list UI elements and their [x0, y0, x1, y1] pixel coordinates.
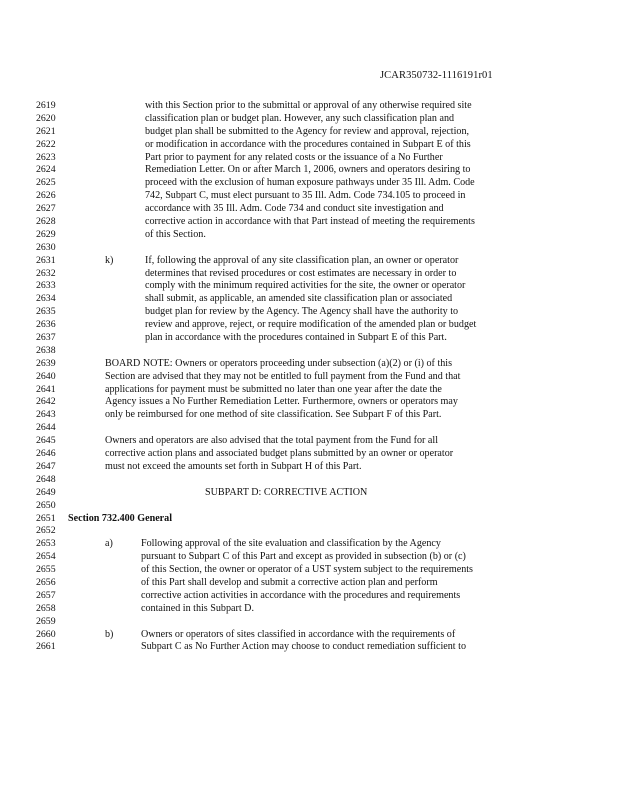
line-text: shall submit, as applicable, an amended site classification plan or associated	[145, 293, 453, 305]
text-line	[0, 152, 618, 165]
text-line	[0, 551, 618, 564]
text-line	[0, 577, 618, 590]
text-line	[0, 190, 618, 203]
line-text: applications for payment must be submitted no later than one year after the date the	[105, 383, 442, 395]
line-text: Owners and operators are also advised that the total payment from the Fund for all	[105, 435, 438, 447]
document-id: JCAR350732-1116191r01	[380, 70, 493, 81]
line-number: 2658	[36, 602, 56, 614]
line-text: contained in this Subpart D.	[141, 602, 254, 614]
line-number: 2654	[36, 551, 56, 563]
text-line	[0, 242, 618, 255]
text-line	[0, 203, 618, 216]
text-line	[0, 448, 618, 461]
line-number: 2634	[36, 293, 56, 305]
text-line	[0, 332, 618, 345]
line-text: corrective action in accordance with that Part instead of meeting the requirements	[145, 216, 475, 228]
line-text: BOARD NOTE: Owners or operators proceeding under subsection (a)(2) or (i) of this	[105, 357, 453, 369]
line-number: 2651	[36, 512, 56, 524]
text-line	[0, 409, 618, 422]
line-number: 2621	[36, 125, 56, 137]
line-number: 2637	[36, 332, 56, 344]
line-number: 2639	[36, 357, 56, 369]
line-number: 2653	[36, 538, 56, 550]
section-heading: Section 732.400 General	[68, 512, 173, 524]
line-text: budget plan for review by the Agency. The Agency shall have the authority to	[145, 306, 459, 318]
line-text: Subpart C as No Further Action may choose to conduct remediation sufficient to	[141, 641, 466, 653]
line-number: 2626	[36, 190, 56, 202]
text-line	[0, 255, 618, 268]
text-line	[0, 113, 618, 126]
line-text: of this Part shall develop and submit a corrective action plan and perform	[141, 576, 438, 588]
text-line	[0, 500, 618, 513]
text-line	[0, 422, 618, 435]
line-number: 2641	[36, 383, 56, 395]
line-number: 2633	[36, 280, 56, 292]
line-number: 2650	[36, 499, 56, 511]
line-text: with this Section prior to the submittal or approval of any otherwise required site	[145, 100, 472, 111]
line-number: 2647	[36, 460, 56, 472]
line-text: proceed with the exclusion of human exposure pathways under 35 Ill. Adm. Code	[145, 177, 475, 189]
text-line	[0, 487, 618, 500]
line-number: 2622	[36, 138, 56, 150]
line-number: 2619	[36, 100, 56, 111]
line-text: classification plan or budget plan. However, any such classification plan and	[145, 112, 455, 124]
text-line	[0, 139, 618, 152]
line-text: Owners or operators of sites classified in accordance with the requirements of	[141, 628, 456, 640]
line-number: 2655	[36, 564, 56, 576]
text-line	[0, 371, 618, 384]
text-line	[0, 474, 618, 487]
line-number: 2652	[36, 525, 56, 537]
line-number: 2620	[36, 112, 56, 124]
text-line	[0, 641, 618, 654]
line-number: 2629	[36, 228, 56, 240]
line-number: 2623	[36, 151, 56, 163]
line-text: plan in accordance with the procedures contained in Subpart E of this Part.	[145, 332, 447, 344]
line-number: 2628	[36, 216, 56, 228]
text-line	[0, 345, 618, 358]
text-line	[0, 229, 618, 242]
line-list	[0, 100, 618, 654]
text-line	[0, 525, 618, 538]
line-text: pursuant to Subpart C of this Part and except as provided in subsection (b) or (c)	[141, 551, 466, 563]
line-text: budget plan shall be submitted to the Agency for review and approval, rejection,	[145, 125, 470, 137]
line-number: 2659	[36, 615, 56, 627]
line-number: 2624	[36, 164, 56, 176]
line-text: corrective action activities in accordance with the procedures and requirements	[141, 589, 461, 601]
text-line	[0, 396, 618, 409]
line-text: Section are advised that they may not be entitled to full payment from the Fund and that	[105, 370, 461, 382]
line-number: 2661	[36, 641, 56, 653]
text-line	[0, 358, 618, 371]
line-text: of this Section, the owner or operator of a UST system subject to the requirements	[141, 564, 473, 576]
line-text: only be reimbursed for one method of site classification. See Subpart F of this Part.	[105, 409, 442, 421]
text-line	[0, 293, 618, 306]
text-line	[0, 629, 618, 642]
line-number: 2638	[36, 344, 56, 356]
text-line	[0, 100, 618, 113]
line-text: determines that revised procedures or cost estimates are necessary in order to	[145, 267, 457, 279]
line-number: 2632	[36, 267, 56, 279]
text-line	[0, 126, 618, 139]
line-number: 2642	[36, 396, 56, 408]
line-number: 2640	[36, 370, 56, 382]
line-number: 2631	[36, 254, 56, 266]
line-number: 2657	[36, 589, 56, 601]
text-line	[0, 268, 618, 281]
line-number: 2625	[36, 177, 56, 189]
subpart-heading: SUBPART D: CORRECTIVE ACTION	[205, 486, 368, 498]
line-number: 2643	[36, 409, 56, 421]
text-line	[0, 306, 618, 319]
text-line	[0, 216, 618, 229]
text-line	[0, 319, 618, 332]
line-text: accordance with 35 Ill. Adm. Code 734 and conduct site investigation and	[145, 203, 444, 215]
text-line	[0, 538, 618, 551]
text-line	[0, 513, 618, 526]
line-text: If, following the approval of any site classification plan, an owner or operator	[145, 254, 459, 266]
line-text: or modification in accordance with the procedures contained in Subpart E of this	[145, 138, 471, 150]
text-line	[0, 616, 618, 629]
line-number: 2635	[36, 306, 56, 318]
line-text: Agency issues a No Further Remediation Letter. Furthermore, owners or operators may	[105, 396, 458, 408]
subsection-label: a)	[105, 538, 113, 550]
text-line	[0, 177, 618, 190]
text-line	[0, 603, 618, 616]
line-text: Following approval of the site evaluation and classification by the Agency	[141, 538, 441, 550]
line-number: 2630	[36, 241, 56, 253]
line-number: 2627	[36, 203, 56, 215]
text-line	[0, 435, 618, 448]
line-number: 2649	[36, 486, 56, 498]
line-text: comply with the minimum required activities for the site, the owner or operator	[145, 280, 466, 292]
line-text: review and approve, reject, or require modification of the amended plan or budget	[145, 319, 477, 331]
text-line	[0, 590, 618, 603]
line-text: must not exceed the amounts set forth in Subpart H of this Part.	[105, 460, 362, 472]
line-number: 2636	[36, 319, 56, 331]
subsection-label: b)	[105, 628, 114, 640]
text-line	[0, 384, 618, 397]
text-line	[0, 164, 618, 177]
line-number: 2645	[36, 435, 56, 447]
subsection-label: k)	[105, 254, 114, 266]
line-number: 2646	[36, 448, 56, 460]
line-number: 2656	[36, 576, 56, 588]
line-text: corrective action plans and associated budget plans submitted by an owner or operator	[105, 448, 454, 460]
text-line	[0, 461, 618, 474]
line-text: 742, Subpart C, must elect pursuant to 35 Ill. Adm. Code 734.105 to proceed in	[145, 190, 466, 202]
line-text: of this Section.	[145, 228, 206, 240]
line-number: 2660	[36, 628, 56, 640]
line-number: 2648	[36, 473, 56, 485]
text-line	[0, 280, 618, 293]
line-text: Part prior to payment for any related costs or the issuance of a No Further	[145, 151, 443, 163]
line-number: 2644	[36, 422, 56, 434]
line-text: Remediation Letter. On or after March 1, 2006, owners and operators desiring to	[145, 164, 471, 176]
text-line	[0, 564, 618, 577]
